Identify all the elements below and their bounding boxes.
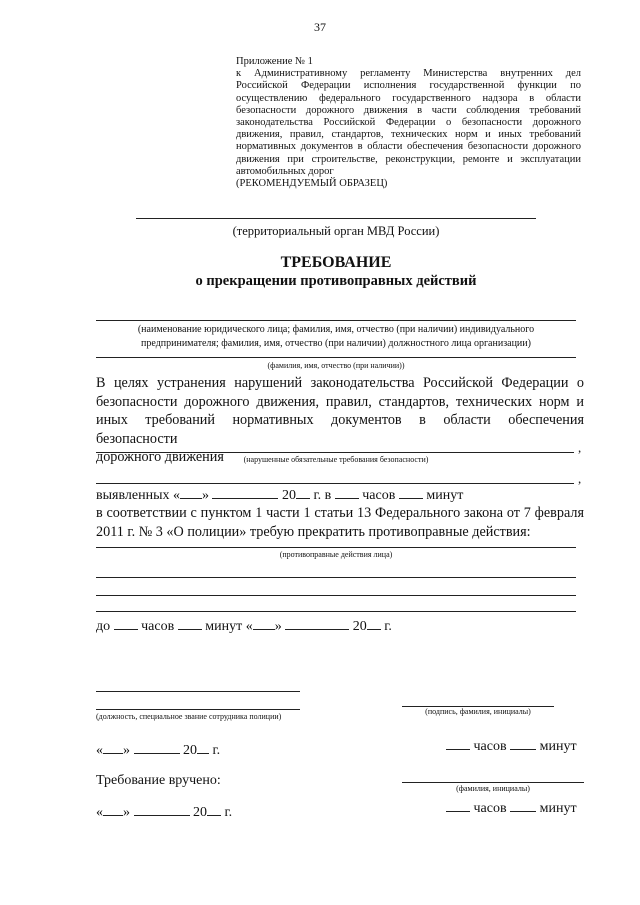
served-date-row [96, 803, 232, 821]
legal-basis-line: 2011 г. № 3 «О полиции» требую прекратить противоправные действия: [96, 523, 531, 540]
deadline-hours-field[interactable] [114, 617, 138, 630]
close-quote: » [123, 743, 130, 758]
unlawful-actions-line-2[interactable] [96, 577, 576, 578]
body-line: безопасности дорожного движения, правил, стандартов, технических норм и [96, 393, 584, 410]
served-signature-line[interactable] [402, 782, 584, 783]
legal-basis [96, 504, 584, 541]
deadline-row [96, 617, 392, 635]
issue-day-field[interactable] [103, 741, 123, 754]
document-subtitle: о прекращении противоправных действий [195, 273, 477, 289]
body-line: В целях устранения нарушений законодательства Российской Федерации о [96, 375, 584, 391]
served-caption: (фамилия, инициалы) [456, 784, 530, 793]
month-field[interactable] [212, 486, 278, 499]
deadline-minutes-field[interactable] [178, 617, 202, 630]
deadline-year-suffix: г. [384, 619, 392, 634]
served-year-prefix: 20 [193, 805, 207, 820]
day-field[interactable] [180, 486, 202, 499]
legal-basis-line: в соответствии с пунктом 1 части 1 статьи 13 Федерального закона от 7 февраля [96, 505, 584, 521]
deadline-hours-label: часов [141, 619, 175, 634]
served-year-suffix: г. [224, 805, 233, 820]
person-name-line[interactable] [96, 357, 576, 358]
body-line: дорожного движения [96, 449, 224, 465]
unlawful-actions-line[interactable] [96, 547, 576, 548]
addressee-caption: (наименование юридического лица; фамилия, имя, отчество (при наличии) индивидуального [137, 324, 535, 335]
appendix-line: осуществлению федерального государственного надзора в области [236, 92, 581, 104]
addressee-line[interactable] [96, 320, 576, 321]
officer-line-2[interactable] [96, 709, 300, 710]
year-field[interactable] [296, 486, 310, 499]
served-minutes-label: минут [539, 801, 577, 816]
appendix-line: безопасности дорожного движения в части соблюдения требований [236, 104, 581, 116]
issue-minutes-label: минут [539, 739, 577, 754]
open-quote: « [96, 805, 103, 820]
hours-label: часов [362, 488, 396, 503]
body-line: иных требований нормативных документов в области обеспечения безопасности [96, 412, 584, 447]
authority-caption: (территориальный орган МВД России) [232, 224, 440, 238]
issue-minutes-field[interactable] [510, 737, 536, 750]
minutes-label: минут [426, 488, 464, 503]
signature-caption: (подпись, фамилия, инициалы) [425, 707, 531, 716]
served-label: Требование вручено: [96, 773, 221, 788]
unlawful-actions-line-4[interactable] [96, 611, 576, 612]
appendix-line: движения при строительстве, реконструкции, ремонте и эксплуатации [236, 153, 581, 165]
open-quote: « [172, 488, 180, 503]
document-title: ТРЕБОВАНИЕ [280, 254, 392, 271]
unlawful-actions-line-3[interactable] [96, 595, 576, 596]
appendix-line: нормативных документов в области обеспечения безопасности дорожного [236, 141, 581, 153]
hours-field[interactable] [335, 486, 359, 499]
close-quote: » [201, 488, 209, 503]
appendix-line: движения, правил, стандартов, технических норм и иных требований [236, 129, 581, 141]
authority-line[interactable] [136, 218, 536, 219]
detected-row [96, 486, 463, 504]
deadline-month-field[interactable] [285, 617, 349, 630]
violated-requirements-line[interactable] [96, 452, 574, 453]
minutes-field[interactable] [399, 486, 423, 499]
deadline-year-prefix: 20 [352, 619, 367, 634]
comma: , [578, 440, 582, 455]
open-quote: « [245, 619, 253, 634]
addressee-caption: предпринимателя; фамилия, имя, отчество (при наличии) должностного лица организации) [141, 338, 531, 349]
deadline-minutes-label: минут [205, 619, 243, 634]
officer-line[interactable] [96, 691, 300, 692]
deadline-day-field[interactable] [253, 617, 275, 630]
served-hours-label: часов [473, 801, 507, 816]
comma: , [578, 471, 582, 486]
year-prefix: 20 [281, 488, 296, 503]
appendix-line: к Административному регламенту Министерства внутренних дел [236, 68, 581, 80]
served-hours-field[interactable] [446, 799, 470, 812]
unlawful-actions-caption: (противоправные действия лица) [279, 550, 393, 559]
detected-label: выявленных [96, 488, 170, 503]
page-number: 37 [314, 20, 326, 34]
person-name-caption: (фамилия, имя, отчество (при наличии)) [267, 361, 405, 370]
violated-requirements-caption: (нарушенные обязательные требования безопасности) [243, 455, 429, 464]
issue-date-row [96, 741, 220, 759]
appendix-title: Приложение № 1 [236, 56, 313, 67]
deadline-label: до [96, 619, 111, 634]
served-minutes-field[interactable] [510, 799, 536, 812]
sample-note: (РЕКОМЕНДУЕМЫЙ ОБРАЗЕЦ) [236, 178, 388, 190]
issue-year-prefix: 20 [183, 743, 197, 758]
served-time-row [446, 799, 577, 817]
issue-time-row [446, 737, 577, 755]
issue-year-field[interactable] [197, 741, 209, 754]
served-month-field[interactable] [134, 803, 190, 816]
close-quote: » [274, 619, 282, 634]
officer-caption: (должность, специальное звание сотрудника полиции) [96, 712, 282, 721]
served-day-field[interactable] [103, 803, 123, 816]
served-year-field[interactable] [207, 803, 221, 816]
appendix-line: Российской Федерации исполнения государственной функции по [236, 80, 581, 92]
issue-hours-field[interactable] [446, 737, 470, 750]
appendix-header [236, 56, 581, 190]
appendix-line: автомобильных дорог [236, 165, 334, 177]
issue-year-suffix: г. [212, 743, 221, 758]
violated-requirements-line-2[interactable] [96, 483, 574, 484]
issue-month-field[interactable] [134, 741, 180, 754]
appendix-line: законодательства Российской Федерации о безопасности дорожного [236, 117, 581, 129]
deadline-year-field[interactable] [367, 617, 381, 630]
open-quote: « [96, 743, 103, 758]
year-suffix: г. в [313, 488, 332, 503]
issue-hours-label: часов [473, 739, 507, 754]
close-quote: » [123, 805, 130, 820]
